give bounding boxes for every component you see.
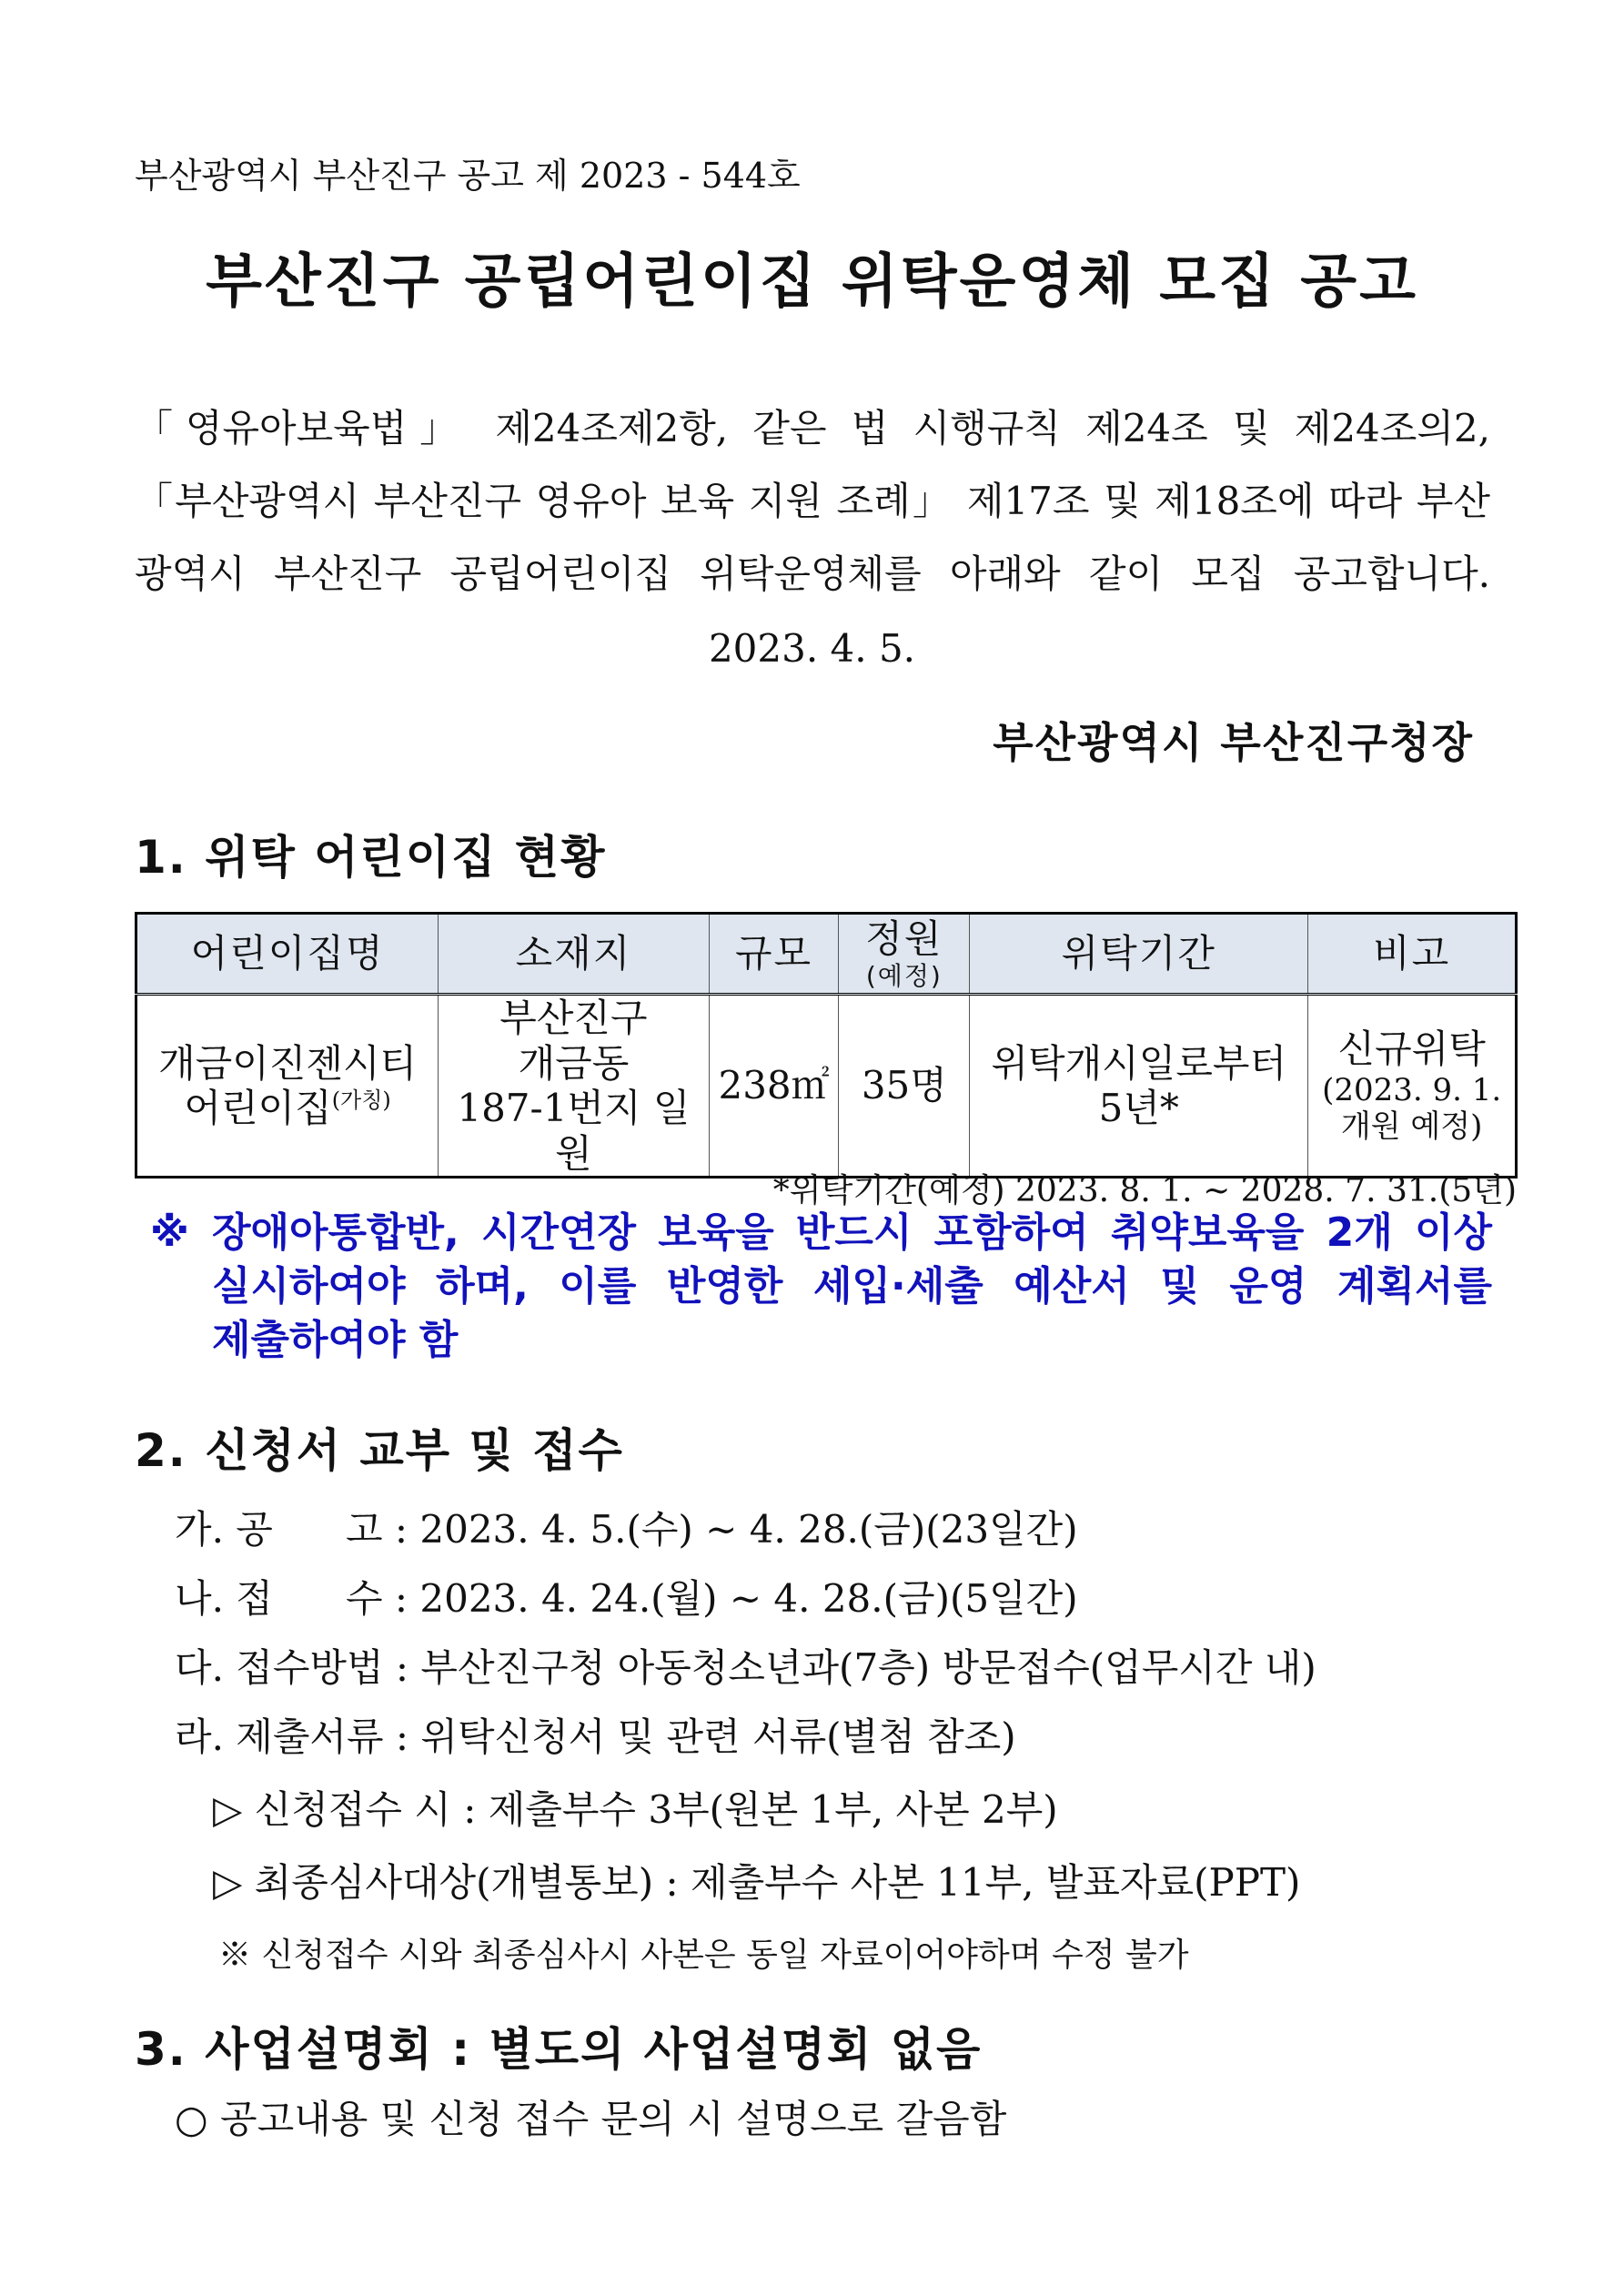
intro-line-2: 「부산광역시 부산진구 영유아 보육 지원 조례」 제17조 및 제18조에 따라 부산	[135, 479, 1490, 523]
header-name: 어린이집명	[136, 914, 439, 995]
cell-name-line-1: 개금이진젠시티	[158, 1040, 418, 1086]
header-period: 위탁기간	[970, 914, 1308, 995]
warning-line-2: 실시하여야 하며, 이를 반영한 세입·세출 예산서 및 운영 계획서를	[212, 1262, 1492, 1310]
header-capacity-label: 정원	[865, 915, 943, 961]
header-size: 규모	[709, 914, 839, 995]
intro-line-1: 「영유아보육법」 제24조제2항, 같은 법 시행규칙 제24조 및 제24조의2,	[135, 406, 1490, 450]
sub-item-application: ▷ 신청접수 시 : 제출부수 3부(원본 1부, 사본 2부)	[213, 1787, 1058, 1832]
cell-capacity: 35명	[839, 995, 970, 1178]
intro-line-3: 광역시 부산진구 공립어린이집 위탁운영체를 아래와 같이 모집 공고합니다.	[135, 551, 1490, 596]
cell-note	[1308, 995, 1517, 1178]
notice-number: 부산광역시 부산진구 공고 제 2023 - 544호	[135, 156, 801, 196]
issuer: 부산광역시 부산진구청장	[993, 718, 1474, 767]
reference-mark-icon: ※	[150, 1209, 189, 1256]
cell-name	[136, 995, 439, 1178]
cell-location	[439, 995, 709, 1178]
table-footnote: *위탁기간(예정) 2023. 8. 1. ~ 2028. 7. 31.(5년)	[772, 1172, 1517, 1209]
cell-period-line-2: 5년*	[1098, 1086, 1179, 1131]
cell-location-line-1: 부산진구	[499, 996, 648, 1040]
sub-item-final-review: ▷ 최종심사대상(개별통보) : 제출부수 사본 11부, 발표자료(PPT)	[213, 1860, 1301, 1905]
sub-item-note: ※ 신청접수 시와 최종심사시 사본은 동일 자료이어야하며 수정 불가	[218, 1937, 1189, 1974]
item-receipt-period: 나. 접 수 : 2023. 4. 24.(월) ~ 4. 28.(금)(5일간)	[175, 1576, 1078, 1621]
warning-block	[150, 1207, 1492, 1368]
warning-line-3: 제출하여야 함	[212, 1316, 459, 1363]
cell-note-line-1: 신규위탁	[1337, 1027, 1486, 1072]
cell-location-line-2: 개금동	[518, 1040, 630, 1086]
item-documents: 라. 제출서류 : 위탁신청서 및 관련 서류(별첨 참조)	[175, 1714, 1016, 1759]
daycare-status-table	[135, 912, 1518, 1178]
header-capacity-sub: (예정)	[865, 961, 943, 992]
notice-date: 2023. 4. 5.	[708, 626, 916, 671]
cell-location-line-3: 187-1번지 일원	[457, 1086, 691, 1176]
section-2-heading: 2. 신청서 교부 및 접수	[135, 1424, 624, 1477]
cell-name-line-2: 어린이집	[184, 1086, 332, 1131]
cell-note-line-2: (2023. 9. 1.	[1322, 1071, 1502, 1108]
warning-line-1: 장애아통합반, 시간연장 보육을 반드시 포함하여 취약보육을 2개 이상	[212, 1209, 1492, 1256]
page-title: 부산진구 공립어린이집 위탁운영체 모집 공고	[206, 248, 1418, 316]
cell-name-sup: (가칭)	[331, 1087, 391, 1114]
header-note: 비고	[1308, 914, 1517, 995]
header-capacity	[839, 914, 970, 995]
section-1-heading: 1. 위탁 어린이집 현황	[135, 831, 607, 884]
section-3-item: ○ 공고내용 및 신청 접수 문의 시 설명으로 갈음함	[175, 2097, 1007, 2141]
table-row	[136, 995, 1517, 1178]
item-notice-period: 가. 공 고 : 2023. 4. 5.(수) ~ 4. 28.(금)(23일간)	[175, 1507, 1078, 1552]
cell-period	[970, 995, 1308, 1178]
item-receipt-method: 다. 접수방법 : 부산진구청 아동청소년과(7층) 방문접수(업무시간 내)	[175, 1645, 1316, 1690]
section-3-heading: 3. 사업설명회 : 별도의 사업설명회 없음	[135, 2023, 983, 2076]
cell-note-line-3: 개원 예정)	[1340, 1108, 1483, 1145]
cell-period-line-1: 위탁개시일로부터	[991, 1040, 1287, 1086]
table-header-row	[136, 914, 1517, 995]
header-location: 소재지	[439, 914, 709, 995]
cell-size: 238㎡	[709, 995, 839, 1178]
